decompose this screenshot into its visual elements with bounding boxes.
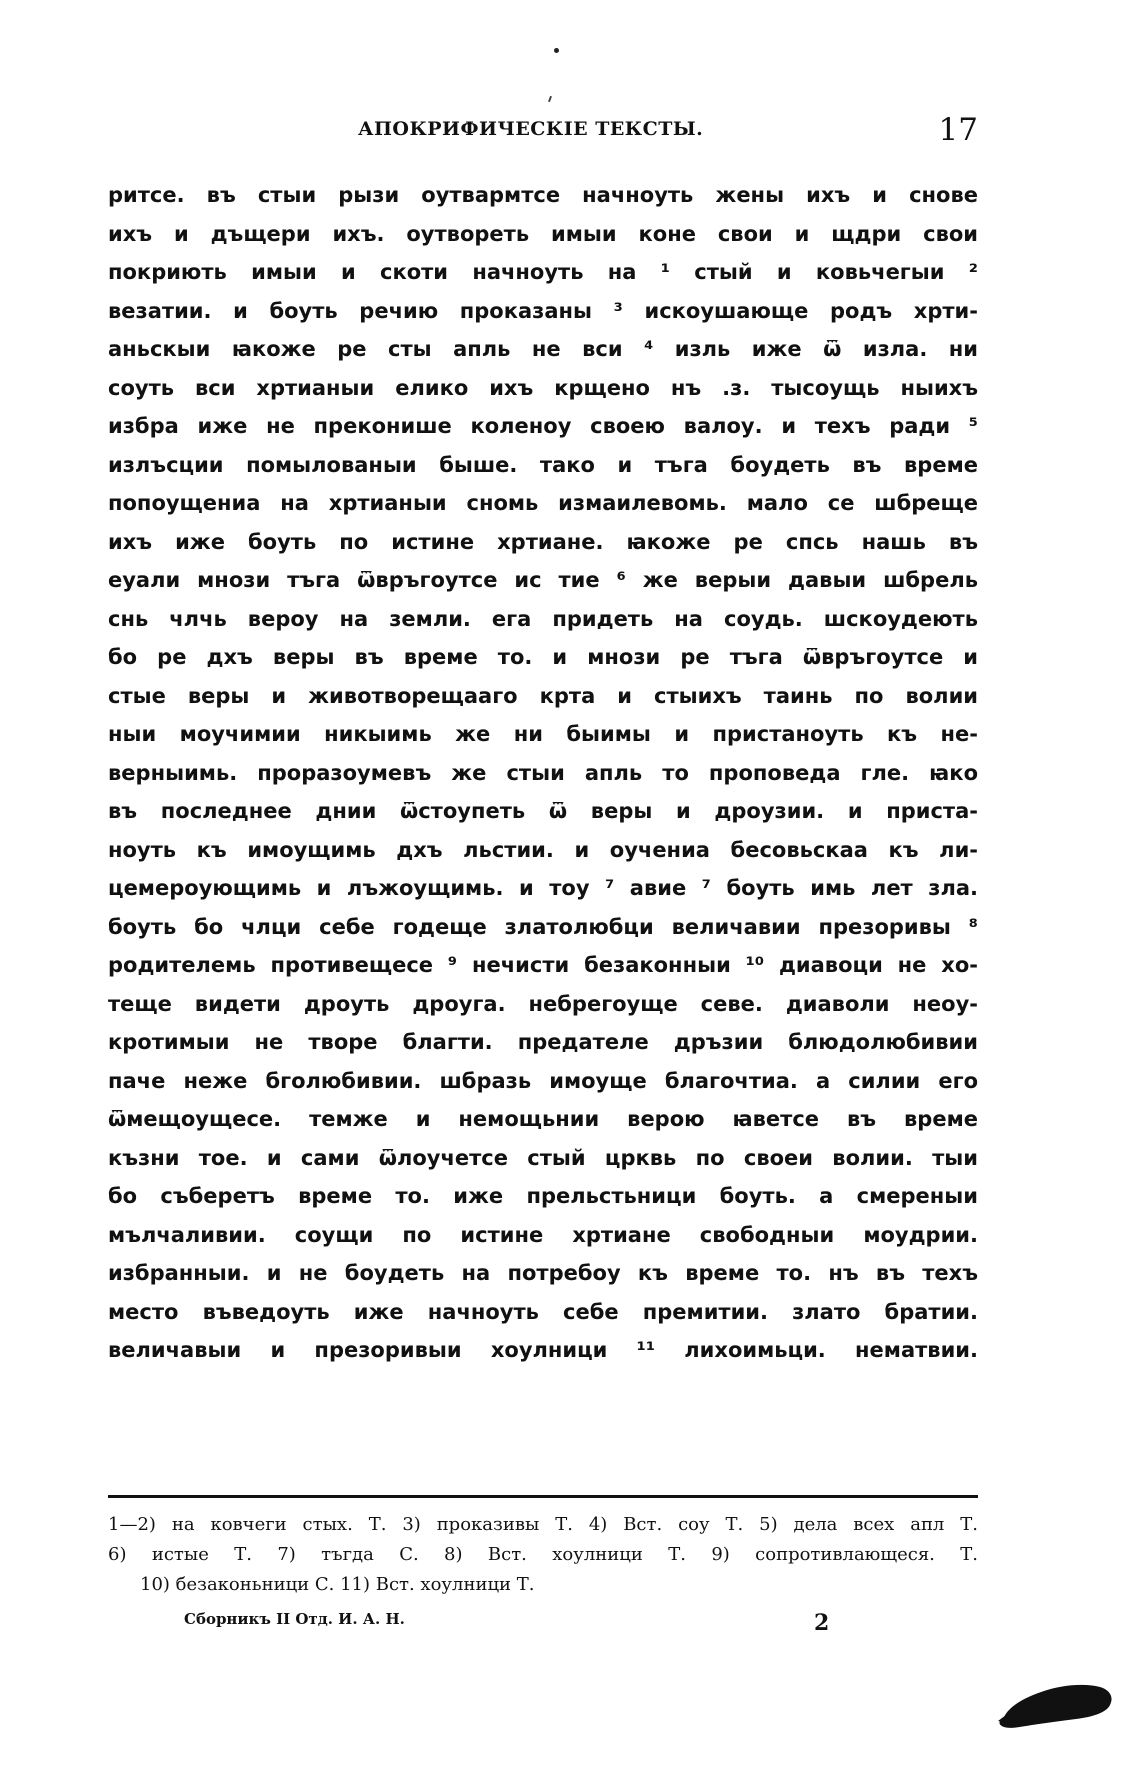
footnote-line: 6) истые Т. 7) тъгда С. 8) Вст. хоулници Т. 9) сопротивлающеся. Т.	[108, 1544, 978, 1565]
text-line: цемероующимь и лъжоущимь. и тоу ⁷ авие ⁷ боуть имь лет зла.	[108, 876, 978, 900]
text-line: теще видети дроуть дроуга. небрегоуще севе. диаволи неоу-	[108, 991, 978, 1016]
text-line: стые веры и животворещааго крта и стыихъ таинь по волии	[108, 683, 978, 708]
text-line: снь члчь вероу на земли. ега придеть на соудь. шскоудеють	[108, 606, 978, 631]
text-line: ихъ и дъщери ихъ. оутвореть имыи коне свои и щдри свои	[108, 221, 978, 246]
text-line: къзни тое. и сами ѿлоучетсе стый црквь по своеи волии. тыи	[108, 1145, 978, 1170]
footnote-line: 10) безаконьници С. 11) Вст. хоулници Т.	[140, 1574, 535, 1595]
sheet-number: 2	[814, 1610, 830, 1636]
ink-speck	[554, 48, 559, 53]
text-line: паче неже бголюбивии. шбразь имоуще благочтиа. а силии его	[108, 1068, 978, 1093]
text-line: бо съберетъ време то. иже прельстьници боуть. а смереныи	[108, 1184, 978, 1208]
ink-speck	[548, 96, 552, 102]
text-line: ныи моучимии никыимь же ни быимы и пристаноуть къ не-	[108, 722, 978, 746]
text-line: ноуть къ имоущимь дхъ льстии. и оучениа бесовьскаа къ ли-	[108, 837, 978, 862]
main-text-block	[108, 176, 978, 1370]
running-head	[108, 112, 978, 152]
text-line: боуть бо члци себе годеще златолюбци величавии презоривы ⁸	[108, 914, 978, 939]
text-line: родителемь противещесе ⁹ нечисти безаконныи ¹⁰ диавоци не хо-	[108, 953, 978, 977]
text-line: ихъ иже боуть по истине хртиане. ꙗкоже ре спсь нашь въ	[108, 529, 978, 554]
text-line: мълчаливии. соущи по истине хртиане свободныи моудрии.	[108, 1222, 978, 1247]
text-line: величавыи и презоривыи хоулници ¹¹ лихоимьци. нематвии.	[108, 1338, 978, 1362]
text-line: избранныи. и не боудеть на потребоу къ време то. нъ въ техъ	[108, 1261, 978, 1285]
text-line: ритсе. въ стыи рызи оутвармтсе начноуть жены ихъ и снове	[108, 183, 978, 207]
printer-signature: Сборникъ II Отд. И. А. Н.	[184, 1610, 405, 1628]
footnote-line: 1—2) на ковчеги стых. Т. 3) проказивы Т. 4) Вст. соу Т. 5) дела всех апл Т.	[108, 1514, 978, 1535]
text-line: соуть вси хртианыи елико ихъ крщено нъ .з. тысоущь ныихъ	[108, 375, 978, 400]
text-line: избра иже не преконише коленоу своею валоу. и техъ ради ⁵	[108, 414, 978, 438]
text-line: везатии. и боуть речию проказаны ³ искоушающе родъ хрти-	[108, 298, 978, 323]
text-line: ѿмещоущесе. темже и немощьнии верою ꙗветсе въ време	[108, 1107, 978, 1131]
text-line: излъсции помылованыи быше. тако и тъга боудеть въ време	[108, 452, 978, 477]
page-number: 17	[938, 112, 978, 148]
ink-blot	[996, 1677, 1116, 1733]
text-line: кротимыи не творе благти. предателе дръзии блюдолюбивии	[108, 1030, 978, 1054]
text-line: бо ре дхъ веры въ време то. и мнози ре тъга ѿвръгоутсе и	[108, 645, 978, 669]
text-line: место въведоуть иже начноуть себе премитии. злато братии.	[108, 1299, 978, 1324]
text-line: въ последнее днии ѿстоупеть ѿ веры и дроузии. и приста-	[108, 799, 978, 823]
text-line: аньскыи ꙗкоже ре сты апль не вси ⁴ изль иже ѿ изла. ни	[108, 337, 978, 361]
text-line: еуали мнози тъга ѿвръгоутсе ис тие ⁶ же верыи давыи шбрель	[108, 568, 978, 592]
text-line: верныимь. проразоумевъ же стыи апль то проповеда гле. ꙗко	[108, 760, 978, 785]
footnotes	[108, 1510, 978, 1600]
text-line: покриють имыи и скоти начноуть на ¹ стый и ковьчегыи ²	[108, 260, 978, 284]
footnote-rule	[108, 1495, 978, 1498]
text-line: попоущениа на хртианыи сномь измаилевомь. мало се шбреще	[108, 491, 978, 515]
running-head-title: АПОКРИФИЧЕСКІЕ ТЕКСТЫ.	[358, 118, 704, 140]
